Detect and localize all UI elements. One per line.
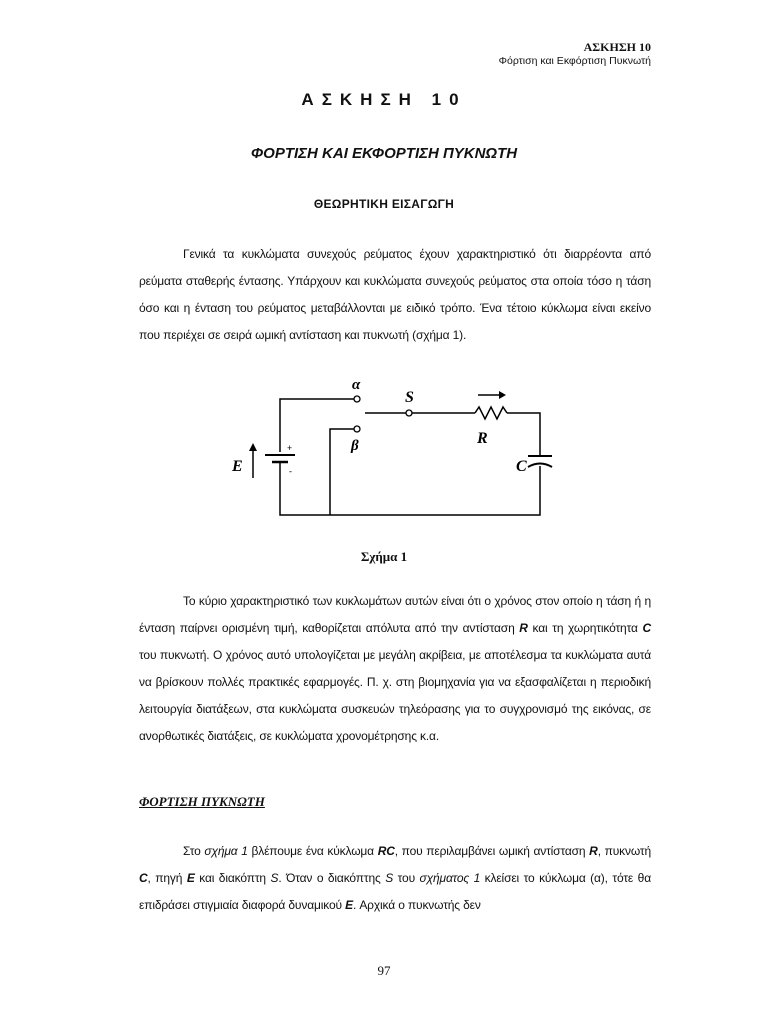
wire-r-c <box>507 413 540 456</box>
p2-text-1: Το κύριο χαρακτηριστικό των κυκλωμάτων αυτών είναι ότι ο χρόνος στον οποίο η τάση ή η ένταση παίρνει ορισμένη τιμή, καθορίζεται απόλυτα από την αντίσταση <box>139 594 651 635</box>
p3-t7: , πυκνωτή <box>597 844 651 858</box>
label-c: C <box>516 458 527 475</box>
paragraph-2 <box>139 588 651 750</box>
p2-symbol-c: C <box>642 621 652 635</box>
page-number: 97 <box>377 963 391 978</box>
p3-t14: S <box>385 871 394 885</box>
running-header-subtitle: Φόρτιση και Εκφόρτιση Πυκνωτή <box>498 55 651 67</box>
current-arrow-head <box>499 391 506 399</box>
p2-symbol-r: R <box>519 621 528 635</box>
contact-s <box>406 410 412 416</box>
paragraph-3 <box>139 838 651 919</box>
intro-paragraph <box>139 241 651 349</box>
paragraph-3-text <box>139 838 651 919</box>
running-header-title: ΑΣΚΗΣΗ 10 <box>583 40 651 54</box>
label-e: E <box>232 458 243 475</box>
p3-t8: C <box>139 871 148 885</box>
p3-t15: του <box>393 871 420 885</box>
p3-t13: . Όταν ο διακόπτης <box>278 871 386 885</box>
p2-text-3: του πυκνωτή. Ο χρόνος αυτό υπολογίζεται με μεγάλη ακρίβεια, με αποτέλεσμα τα κυκλώματα αυτά να βρίσκουν πολλές πρακτικές εφαρμογές. Π. χ. στη βιομηχανία για να εξασφαλίζεται η περιοδική λειτουργία διατάξεων, στα κυκλώματα συσκευών τηλεόρασης για το συγχρονισμό της εικόνας, σε ανορθωτικές διατάξεις, σε κυκλώματα χρονομέτρησης κ.α. <box>139 648 651 743</box>
label-s: S <box>405 389 414 406</box>
p3-t5: , που περιλαμβάνει ωμική αντίσταση <box>394 844 590 858</box>
label-minus: - <box>289 466 292 476</box>
p3-t11: και διακόπτη <box>194 871 271 885</box>
section-heading-charging: ΦΟΡΤΙΣΗ ΠΥΚΝΩΤΗ <box>139 794 265 809</box>
p3-t16: σχήματος 1 <box>419 871 481 885</box>
p3-t12: S <box>270 871 279 885</box>
resistor <box>475 407 507 419</box>
page-subtitle: ΦΟΡΤΙΣΗ ΚΑΙ ΕΚΦΟΡΤΙΣΗ ΠΥΚΝΩΤΗ <box>250 145 518 162</box>
label-r: R <box>477 430 488 447</box>
label-a: α <box>352 377 361 393</box>
circuit-diagram <box>220 370 560 530</box>
p3-t1: Στο <box>183 844 205 858</box>
p3-t3: βλέπουμε ένα κύκλωμα <box>247 844 378 858</box>
contact-b <box>354 426 360 432</box>
p3-t17: κλείσει το κύκλωμα (α), τότε θα επιδράσει στιγμιαία διαφορά δυναμικού <box>139 871 651 912</box>
p3-t6: R <box>589 844 598 858</box>
intro-paragraph-text: Γενικά τα κυκλώματα συνεχούς ρεύματος έχουν χαρακτηριστικό ότι διαρρέοντα από ρεύματα σταθερής έντασης. Υπάρχουν και κυκλώματα συνεχούς ρεύματος στα οποία τόσο η τάση όσο και η ένταση του ρεύματος μεταβάλλονται με ειδικό τρόπο. Ένα τέτοιο κύκλωμα είναι εκείνο που περιέχει σε σειρά ωμική αντίσταση και πυκνωτή (σχήμα 1). <box>139 247 651 342</box>
p2-text-2: και τη χωρητικότητα <box>527 621 643 635</box>
p3-t9: , πηγή <box>147 871 187 885</box>
wire-battery-bottom <box>280 462 540 515</box>
p3-t2: σχήμα 1 <box>204 844 248 858</box>
p3-t19: . Αρχικά ο πυκνωτής δεν <box>352 898 481 912</box>
p3-t10: E <box>186 871 195 885</box>
figure-caption: Σχήμα 1 <box>360 549 408 564</box>
label-b: β <box>351 438 359 454</box>
p3-t4: RC <box>377 844 395 858</box>
contact-a <box>354 396 360 402</box>
section-title: ΘΕΩΡΗΤΙΚΗ ΕΙΣΑΓΩΓΗ <box>313 197 455 211</box>
emf-arrow-head <box>249 443 257 451</box>
label-plus: + <box>287 443 293 453</box>
paragraph-2-text <box>139 588 651 750</box>
page-title: ΑΣΚΗΣΗ 10 <box>301 90 467 109</box>
p3-t18: E <box>345 898 353 912</box>
